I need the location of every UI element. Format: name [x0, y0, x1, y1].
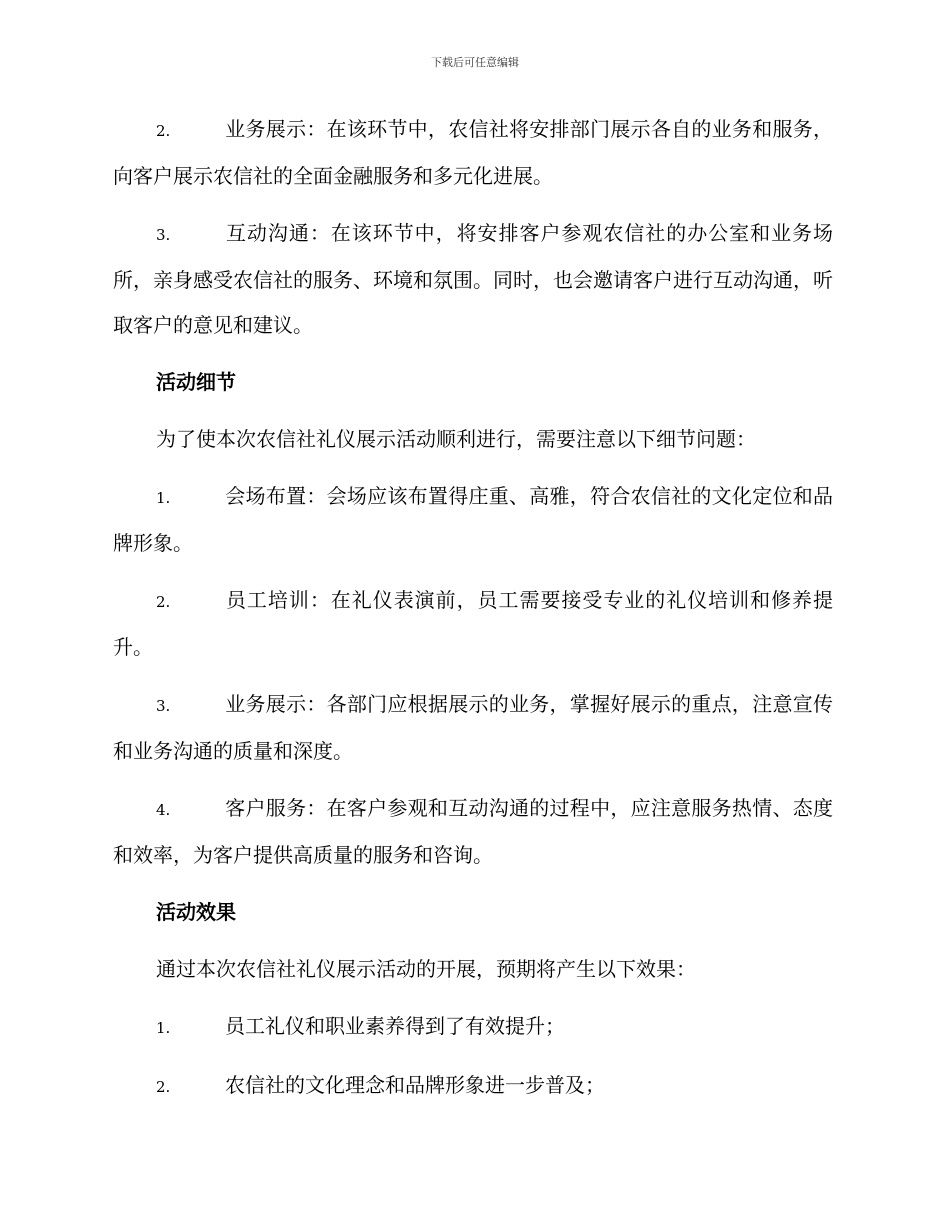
list-text: 互动沟通：在该环节中，将安排客户参观农信社的办公室和业务场所，亲身感受农信社的服务、环境和氛围。同时，也会邀请客户进行互动沟通，听取客户的意见和建议。	[113, 221, 833, 337]
list-number: 2.	[156, 1078, 171, 1096]
list-item	[113, 682, 833, 774]
list-item	[113, 107, 833, 199]
list-number: 1.	[156, 1019, 171, 1037]
list-number: 4.	[156, 801, 171, 819]
list-text: 业务展示：在该环节中，农信社将安排部门展示各自的业务和服务，向客户展示农信社的全面金融服务和多元化进展。	[113, 117, 833, 188]
paragraph: 为了使本次农信社礼仪展示活动顺利进行，需要注意以下细节问题：	[156, 427, 756, 451]
list-text: 会场布置：会场应该布置得庄重、高雅，符合农信社的文化定位和品牌形象。	[113, 484, 833, 555]
paragraph: 通过本次农信社礼仪展示活动的开展，预期将产生以下效果：	[156, 957, 696, 981]
list-text: 业务展示：各部门应根据展示的业务，掌握好展示的重点，注意宣传和业务沟通的质量和深度。	[113, 692, 833, 763]
list-number: 3.	[156, 697, 171, 715]
list-item	[113, 474, 833, 566]
list-number: 2.	[156, 122, 171, 140]
list-item	[113, 786, 833, 878]
list-number: 1.	[156, 489, 171, 507]
list-number: 2.	[156, 593, 171, 611]
list-item	[113, 211, 833, 348]
list-text: 客户服务：在客户参观和互动沟通的过程中，应注意服务热情、态度和效率，为客户提供高质量的服务和咨询。	[113, 796, 833, 867]
page-header-watermark: 下载后可任意编辑	[431, 56, 519, 69]
list-item	[113, 1063, 833, 1110]
document-body	[113, 107, 833, 1122]
section-heading: 活动效果	[156, 900, 236, 924]
list-item	[113, 578, 833, 670]
list-text: 农信社的文化理念和品牌形象进一步普及；	[225, 1073, 605, 1097]
list-text: 员工礼仪和职业素养得到了有效提升；	[225, 1014, 565, 1038]
list-number: 3.	[156, 226, 171, 244]
list-text: 员工培训：在礼仪表演前，员工需要接受专业的礼仪培训和修养提升。	[113, 588, 833, 659]
section-heading: 活动细节	[156, 370, 236, 394]
list-item	[113, 1004, 833, 1051]
